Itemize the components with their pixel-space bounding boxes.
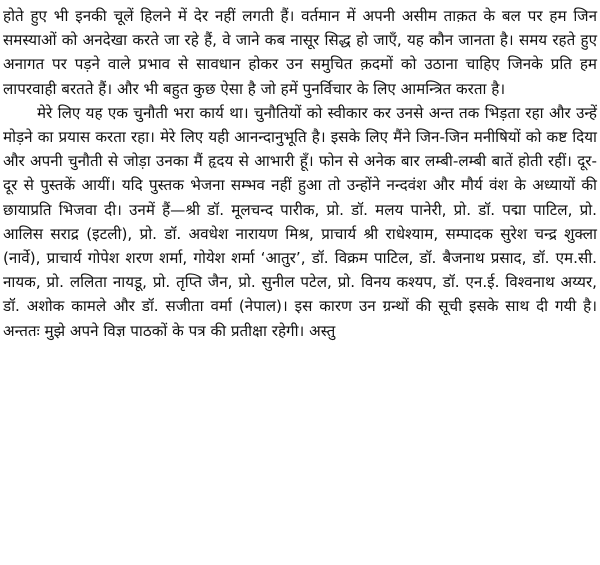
paragraph-2: मेरे लिए यह एक चुनौती भरा कार्य था। चुनौतियों को स्वीकार कर उनसे अन्त तक भिड़ता रहा और उन्हें मोड़ने का प्रयास करता रहा। मेरे लिए यही आनन्दानुभूति है। इसके लिए मैंने जिन-जिन मनीषियों को कष्ट दिया और अपनी चुनौती से जोड़ा उनका मैं हृदय से आभारी हूँ। फोन से अनेक बार लम्बी-लम्बी बातें होती रहीं। दूर-दूर से पुस्तकें आयीं। यदि पुस्तक भेजना सम्भव नहीं हुआ तो उन्होंने नन्दवंश और मौर्य वंश के अध्यायों की छायाप्रति भिजवा दी। उनमें हैं—श्री डॉ. मूलचन्द पारीक, प्रो. डॉ. मलय पानेरी, प्रो. डॉ. पद्मा पाटिल, प्रो. आलिस सराद्र (इटली), प्रो. डॉ. अवधेश नारायण मिश्र, प्राचार्य श्री राधेश्याम, सम्पादक सुरेश चन्द्र शुक्ला (नार्वे), प्राचार्य गोपेश शरण शर्मा, गोयेश शर्मा ‘आतुर’, डॉ. विक्रम पाटिल, डॉ. बैजनाथ प्रसाद, डॉ. एम.सी. नायक, प्रो. ललिता नायडू, प्रो. तृप्ति जैन, प्रो. सुनील पटेल, प्रो. विनय कश्यप, डॉ. एन.ई. विश्वनाथ अय्यर, डॉ. अशोक कामले और डॉ. सजीता वर्मा (नेपाल)। इस कारण उन ग्रन्थों की सूची इसके साथ दी गयी है। अन्ततः मुझे अपने विज्ञ पाठकों के पत्र की प्रतीक्षा रहेगी। अस्तु [3, 103, 597, 340]
paragraph-1: होते हुए भी इनकी चूलें हिलने में देर नहीं लगती हैं। वर्तमान में अपनी असीम ताक़त के बल पर हम जिन समस्याओं को अनदेखा करते जा रहे हैं, वे जाने कब नासूर सिद्ध हो जाएँ, यह कौन जानता है। समय रहते हुए अनागत पर पड़ने वाले प्रभाव से सावधान होकर उन समुचित क़दमों को उठाना चाहिए जिनके प्रति हम लापरवाही बरतते हैं। और भी बहुत कुछ ऐसा है जो हमें पुनर्विचार के लिए आमन्त्रित करता है। [3, 7, 597, 98]
